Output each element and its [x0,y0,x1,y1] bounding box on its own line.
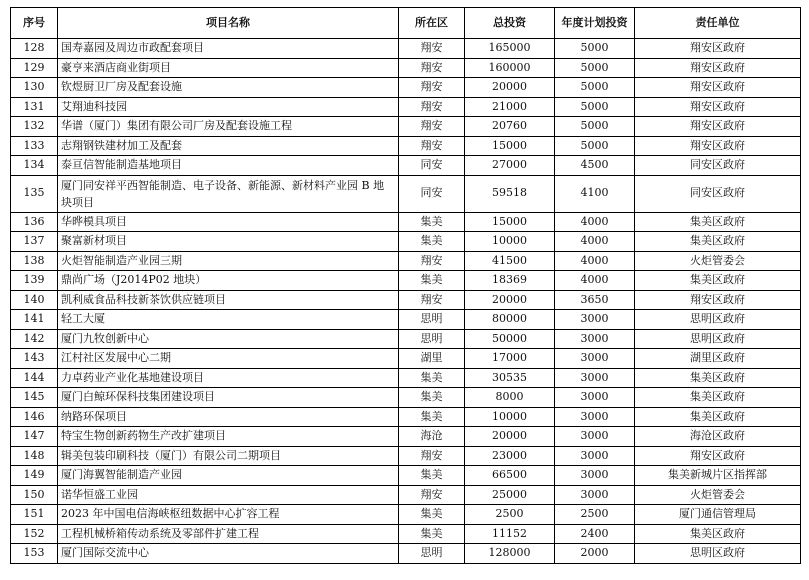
cell-index: 137 [11,232,58,252]
cell-total-investment: 23000 [465,446,555,466]
table-row [11,524,801,544]
cell-responsible-unit: 翔安区政府 [635,446,801,466]
cell-district: 翔安 [399,251,465,271]
cell-district: 翔安 [399,117,465,137]
cell-index: 143 [11,349,58,369]
cell-index: 131 [11,97,58,117]
cell-annual-plan-investment: 5000 [555,97,635,117]
cell-total-investment: 80000 [465,310,555,330]
cell-project-name: 工程机械桥箱传动系统及零部件扩建工程 [58,524,399,544]
cell-index: 147 [11,427,58,447]
cell-project-name: 鼎尚广场（J2014P02 地块） [58,271,399,291]
cell-annual-plan-investment: 4000 [555,251,635,271]
cell-index: 135 [11,175,58,212]
cell-responsible-unit: 集美区政府 [635,388,801,408]
table-row [11,271,801,291]
cell-responsible-unit: 翔安区政府 [635,39,801,59]
cell-project-name: 力卓药业产业化基地建设项目 [58,368,399,388]
cell-project-name: 志翔钢铁建材加工及配套 [58,136,399,156]
cell-annual-plan-investment: 4100 [555,175,635,212]
cell-total-investment: 128000 [465,544,555,564]
cell-annual-plan-investment: 3000 [555,310,635,330]
cell-project-name: 轻工大厦 [58,310,399,330]
cell-index: 152 [11,524,58,544]
cell-responsible-unit: 同安区政府 [635,156,801,176]
cell-responsible-unit: 火炬管委会 [635,485,801,505]
cell-total-investment: 59518 [465,175,555,212]
cell-project-name: 2023 年中国电信海峡枢纽数据中心扩容工程 [58,505,399,525]
cell-district: 翔安 [399,485,465,505]
cell-total-investment: 20000 [465,427,555,447]
cell-project-name: 辑美包装印刷科技（厦门）有限公司二期项目 [58,446,399,466]
cell-project-name: 钦煜厨卫厂房及配套设施 [58,78,399,98]
table-row [11,544,801,564]
cell-responsible-unit: 翔安区政府 [635,97,801,117]
cell-district: 湖里 [399,349,465,369]
table-row [11,39,801,59]
table-row [11,368,801,388]
cell-responsible-unit: 集美区政府 [635,368,801,388]
table-row [11,136,801,156]
cell-district: 同安 [399,156,465,176]
table-row [11,310,801,330]
cell-index: 144 [11,368,58,388]
cell-total-investment: 2500 [465,505,555,525]
cell-annual-plan-investment: 3000 [555,368,635,388]
cell-total-investment: 25000 [465,485,555,505]
table-row [11,58,801,78]
cell-total-investment: 18369 [465,271,555,291]
table-row [11,97,801,117]
cell-district: 翔安 [399,136,465,156]
cell-total-investment: 20000 [465,78,555,98]
table-row [11,446,801,466]
cell-project-name: 华谱（厦门）集团有限公司厂房及配套设施工程 [58,117,399,137]
cell-index: 132 [11,117,58,137]
table-row [11,505,801,525]
cell-annual-plan-investment: 4000 [555,232,635,252]
cell-total-investment: 20000 [465,290,555,310]
cell-index: 153 [11,544,58,564]
table-row [11,407,801,427]
table-body [11,39,801,564]
table-row [11,156,801,176]
cell-total-investment: 17000 [465,349,555,369]
cell-responsible-unit: 翔安区政府 [635,117,801,137]
cell-annual-plan-investment: 2400 [555,524,635,544]
cell-index: 139 [11,271,58,291]
header-annual-plan-investment: 年度计划投资 [555,8,635,39]
cell-project-name: 华晔模具项目 [58,212,399,232]
cell-total-investment: 165000 [465,39,555,59]
table-row [11,329,801,349]
cell-annual-plan-investment: 3000 [555,466,635,486]
table-row [11,117,801,137]
cell-annual-plan-investment: 4500 [555,156,635,176]
cell-district: 思明 [399,544,465,564]
cell-index: 146 [11,407,58,427]
cell-district: 集美 [399,407,465,427]
cell-district: 集美 [399,271,465,291]
cell-project-name: 泰亘信智能制造基地项目 [58,156,399,176]
cell-responsible-unit: 思明区政府 [635,329,801,349]
cell-index: 130 [11,78,58,98]
table-row [11,78,801,98]
project-table-container [10,7,800,564]
header-project-name: 项目名称 [58,8,399,39]
cell-project-name: 纳路环保项目 [58,407,399,427]
table-row [11,212,801,232]
cell-total-investment: 160000 [465,58,555,78]
cell-annual-plan-investment: 3000 [555,407,635,427]
cell-total-investment: 11152 [465,524,555,544]
cell-district: 翔安 [399,39,465,59]
header-responsible-unit: 责任单位 [635,8,801,39]
cell-total-investment: 21000 [465,97,555,117]
table-row [11,485,801,505]
cell-district: 集美 [399,524,465,544]
cell-district: 集美 [399,212,465,232]
cell-project-name: 豪亨来酒店商业街项目 [58,58,399,78]
cell-responsible-unit: 火炬管委会 [635,251,801,271]
cell-district: 海沧 [399,427,465,447]
cell-project-name: 厦门九牧创新中心 [58,329,399,349]
cell-responsible-unit: 同安区政府 [635,175,801,212]
cell-total-investment: 50000 [465,329,555,349]
cell-responsible-unit: 海沧区政府 [635,427,801,447]
table-row [11,232,801,252]
cell-annual-plan-investment: 3000 [555,349,635,369]
cell-annual-plan-investment: 3000 [555,446,635,466]
cell-index: 133 [11,136,58,156]
cell-total-investment: 10000 [465,232,555,252]
cell-total-investment: 15000 [465,212,555,232]
cell-index: 149 [11,466,58,486]
cell-index: 141 [11,310,58,330]
header-index: 序号 [11,8,58,39]
cell-district: 集美 [399,505,465,525]
cell-total-investment: 27000 [465,156,555,176]
cell-responsible-unit: 翔安区政府 [635,136,801,156]
cell-total-investment: 41500 [465,251,555,271]
cell-index: 151 [11,505,58,525]
cell-project-name: 火炬智能制造产业园三期 [58,251,399,271]
cell-index: 138 [11,251,58,271]
cell-district: 同安 [399,175,465,212]
cell-district: 集美 [399,232,465,252]
cell-annual-plan-investment: 5000 [555,136,635,156]
cell-total-investment: 20760 [465,117,555,137]
cell-project-name: 聚富新材项目 [58,232,399,252]
cell-annual-plan-investment: 3650 [555,290,635,310]
cell-responsible-unit: 集美区政府 [635,524,801,544]
cell-district: 集美 [399,388,465,408]
cell-project-name: 诺华恒盛工业园 [58,485,399,505]
cell-annual-plan-investment: 2000 [555,544,635,564]
cell-responsible-unit: 集美区政府 [635,212,801,232]
cell-annual-plan-investment: 4000 [555,271,635,291]
cell-project-name: 厦门国际交流中心 [58,544,399,564]
cell-responsible-unit: 集美区政府 [635,271,801,291]
cell-annual-plan-investment: 2500 [555,505,635,525]
cell-district: 翔安 [399,78,465,98]
cell-project-name: 国寿嘉园及周边市政配套项目 [58,39,399,59]
cell-total-investment: 15000 [465,136,555,156]
cell-responsible-unit: 集美新城片区指挥部 [635,466,801,486]
cell-district: 翔安 [399,97,465,117]
cell-annual-plan-investment: 5000 [555,58,635,78]
cell-responsible-unit: 集美区政府 [635,407,801,427]
cell-district: 翔安 [399,446,465,466]
cell-total-investment: 66500 [465,466,555,486]
header-district: 所在区 [399,8,465,39]
cell-index: 150 [11,485,58,505]
cell-index: 140 [11,290,58,310]
cell-index: 128 [11,39,58,59]
cell-responsible-unit: 湖里区政府 [635,349,801,369]
cell-index: 142 [11,329,58,349]
cell-district: 翔安 [399,58,465,78]
cell-project-name: 艾翔迪科技园 [58,97,399,117]
table-row [11,175,801,212]
cell-annual-plan-investment: 4000 [555,212,635,232]
header-total-investment: 总投资 [465,8,555,39]
cell-project-name: 凯利威食品科技新茶饮供应链项目 [58,290,399,310]
cell-annual-plan-investment: 3000 [555,427,635,447]
table-row [11,427,801,447]
cell-project-name: 江村社区发展中心二期 [58,349,399,369]
cell-annual-plan-investment: 3000 [555,485,635,505]
cell-annual-plan-investment: 5000 [555,78,635,98]
cell-district: 集美 [399,466,465,486]
table-row [11,388,801,408]
cell-responsible-unit: 翔安区政府 [635,78,801,98]
table-row [11,466,801,486]
cell-annual-plan-investment: 3000 [555,329,635,349]
project-table [10,7,801,564]
cell-annual-plan-investment: 5000 [555,117,635,137]
cell-project-name: 厦门同安祥平西智能制造、电子设备、新能源、新材料产业园 B 地块项目 [58,175,399,212]
cell-index: 134 [11,156,58,176]
cell-total-investment: 30535 [465,368,555,388]
cell-responsible-unit: 厦门通信管理局 [635,505,801,525]
cell-annual-plan-investment: 5000 [555,39,635,59]
cell-project-name: 厦门海翼智能制造产业园 [58,466,399,486]
cell-project-name: 特宝生物创新药物生产改扩建项目 [58,427,399,447]
cell-district: 思明 [399,329,465,349]
cell-responsible-unit: 翔安区政府 [635,290,801,310]
cell-total-investment: 8000 [465,388,555,408]
cell-district: 翔安 [399,290,465,310]
cell-responsible-unit: 翔安区政府 [635,58,801,78]
cell-district: 思明 [399,310,465,330]
cell-district: 集美 [399,368,465,388]
table-row [11,290,801,310]
cell-index: 148 [11,446,58,466]
cell-responsible-unit: 思明区政府 [635,310,801,330]
table-header-row [11,8,801,39]
cell-index: 136 [11,212,58,232]
cell-responsible-unit: 集美区政府 [635,232,801,252]
cell-project-name: 厦门白鲸环保科技集团建设项目 [58,388,399,408]
table-row [11,349,801,369]
cell-index: 145 [11,388,58,408]
table-row [11,251,801,271]
cell-index: 129 [11,58,58,78]
cell-annual-plan-investment: 3000 [555,388,635,408]
cell-total-investment: 10000 [465,407,555,427]
cell-responsible-unit: 思明区政府 [635,544,801,564]
